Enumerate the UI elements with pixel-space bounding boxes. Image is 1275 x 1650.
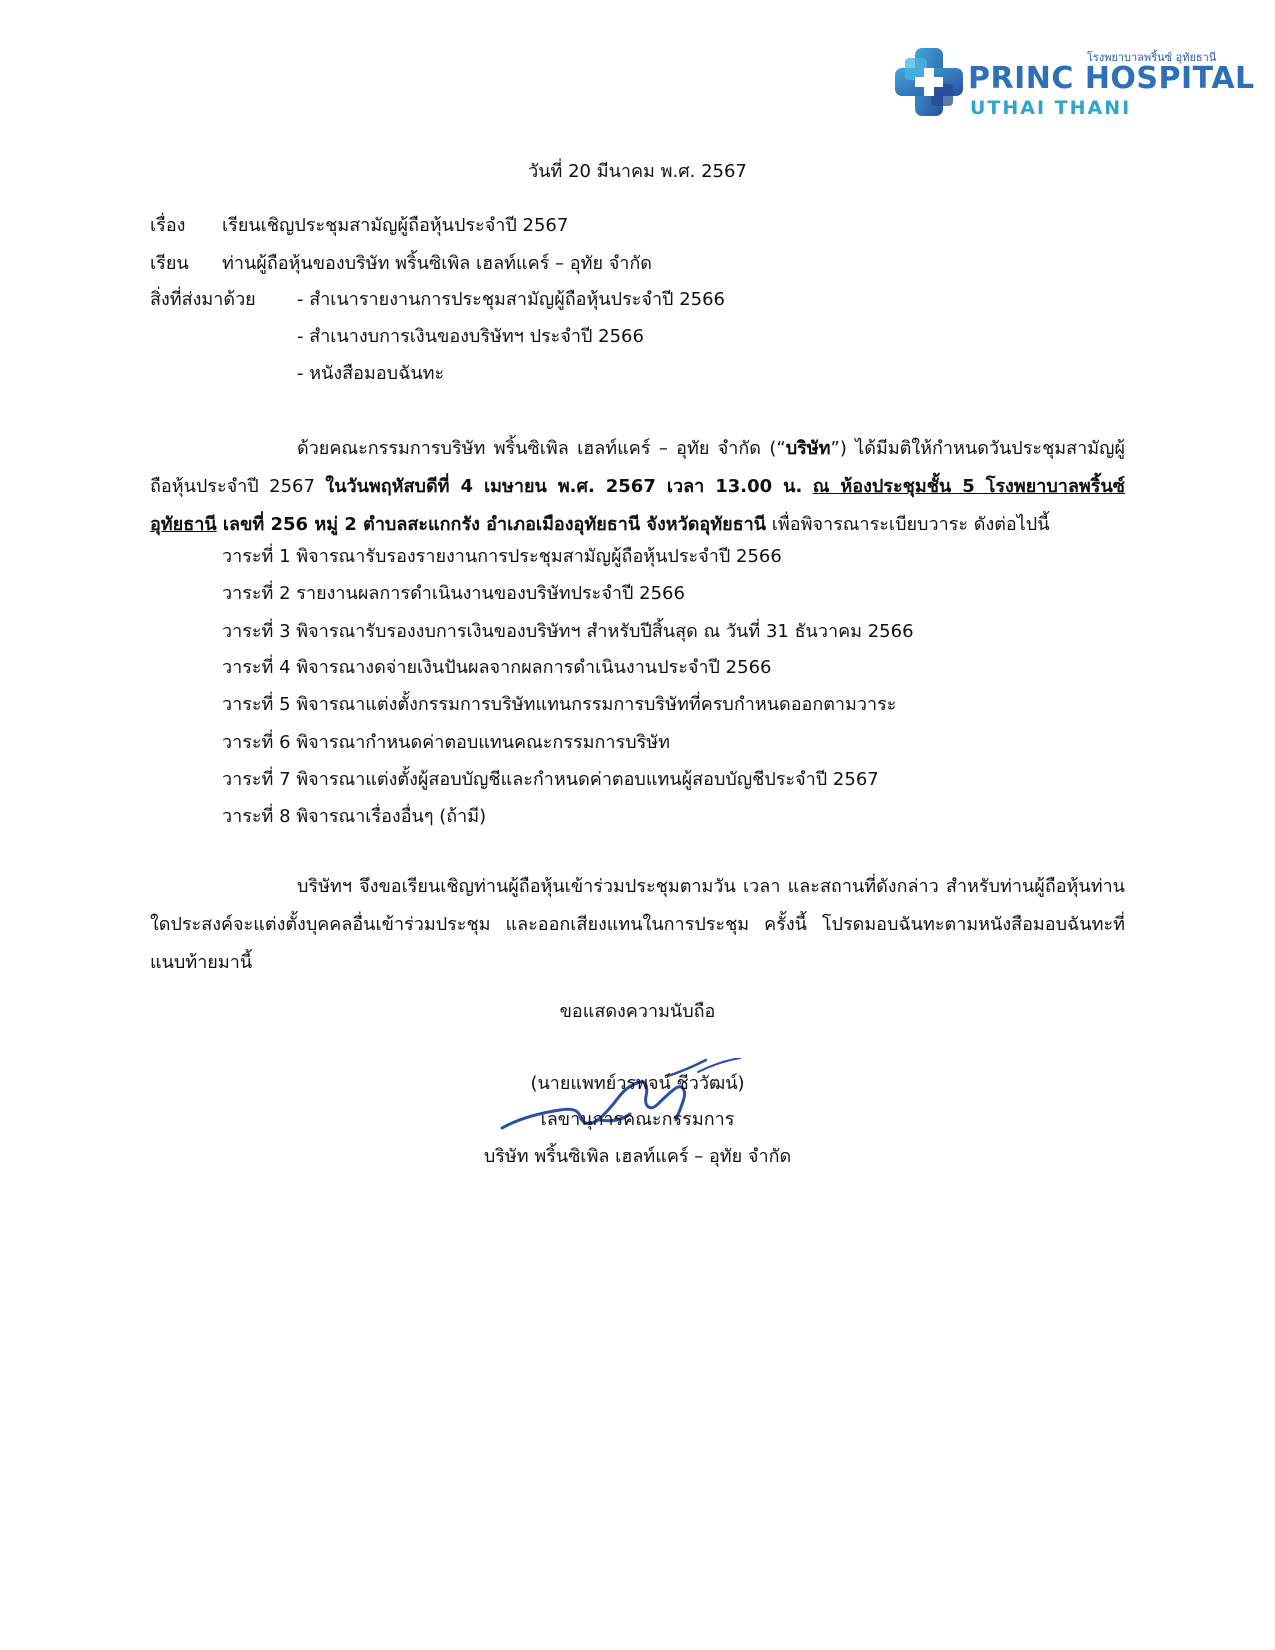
medical-cross-icon <box>893 46 965 118</box>
regards: ขอแสดงความนับถือ <box>559 1001 716 1022</box>
signatory-name: (นายแพทย์วรพจน์ ชีววัฒน์) <box>530 1073 745 1094</box>
agenda-item: วาระที่ 4 พิจารณางดจ่ายเงินปันผลจากผลการดำเนินงานประจำปี 2566 <box>222 657 772 678</box>
meeting-venue: ณ ห้องประชุมชั้น 5 โรงพยาบาลพริ้นซ์ อุทัยธานี <box>150 476 1125 535</box>
agenda-item: วาระที่ 8 พิจารณาเรื่องอื่นๆ (ถ้ามี) <box>222 806 487 827</box>
to-text: ท่านผู้ถือหุ้นของบริษัท พริ้นซิเพิล เฮลท์แคร์ – อุทัย จำกัด <box>222 253 652 274</box>
intro-text: ด้วยคณะกรรมการบริษัท พริ้นซิเพิล เฮลท์แคร์ – อุทัย จำกัด (“ <box>297 438 786 459</box>
enclosure-item: - สำเนางบการเงินของบริษัทฯ ประจำปี 2566 <box>297 326 644 347</box>
meeting-address: เลขที่ 256 หมู่ 2 ตำบลสะแกกรัง อำเภอเมืองอุทัยธานี จังหวัดอุทัยธานี <box>216 514 767 535</box>
letter-date: วันที่ 20 มีนาคม พ.ศ. 2567 <box>528 161 747 182</box>
signatory-company: บริษัท พริ้นซิเพิล เฮลท์แคร์ – อุทัย จำกัด <box>483 1146 792 1167</box>
subject-text: เรียนเชิญประชุมสามัญผู้ถือหุ้นประจำปี 2567 <box>222 215 569 236</box>
intro-paragraph <box>150 430 1125 544</box>
closing-paragraph: บริษัทฯ จึงขอเรียนเชิญท่านผู้ถือหุ้นเข้าร่วมประชุมตามวัน เวลา และสถานที่ดังกล่าว สำหรับท่านผู้ถือหุ้นท่านใดประสงค์จะแต่งตั้งบุคคลอื่นเข้าร่วมประชุม และออกเสียงแทนในการประชุม ครั้งนี้ โปรดมอบฉันทะตามหนังสือมอบฉันทะที่แนบท้ายมานี้ <box>150 876 1125 973</box>
agenda-item: วาระที่ 6 พิจารณากำหนดค่าตอบแทนคณะกรรมการบริษัท <box>222 732 671 753</box>
hospital-logo <box>893 44 1255 124</box>
to-label: เรียน <box>150 253 189 274</box>
agenda-item: วาระที่ 7 พิจารณาแต่งตั้งผู้สอบบัญชีและกำหนดค่าตอบแทนผู้สอบบัญชีประจำปี 2567 <box>222 769 879 790</box>
enclosures-label: สิ่งที่ส่งมาด้วย <box>150 289 256 310</box>
agenda-item: วาระที่ 5 พิจารณาแต่งตั้งกรรมการบริษัทแทนกรรมการบริษัทที่ครบกำหนดออกตามวาระ <box>222 694 897 715</box>
meeting-datetime: ในวันพฤหัสบดีที่ 4 เมษายน พ.ศ. 2567 เวลา 13.00 น. <box>325 476 803 497</box>
agenda-item: วาระที่ 1 พิจารณารับรองรายงานการประชุมสามัญผู้ถือหุ้นประจำปี 2566 <box>222 546 782 567</box>
logo-thai-name: โรงพยาบาลพริ้นซ์ อุทัยธานี <box>1087 51 1217 64</box>
agenda-item: วาระที่ 3 พิจารณารับรองงบการเงินของบริษัทฯ สำหรับปีสิ้นสุด ณ วันที่ 31 ธันวาคม 2566 <box>222 621 914 642</box>
company-short-name: บริษัท <box>785 438 831 459</box>
subject-label: เรื่อง <box>150 215 186 236</box>
enclosure-item: - หนังสือมอบฉันทะ <box>297 363 445 384</box>
enclosure-item: - สำเนารายงานการประชุมสามัญผู้ถือหุ้นประจำปี 2566 <box>297 289 726 310</box>
intro-text: เพื่อพิจารณาระเบียบวาระ ดังต่อไปนี้ <box>766 514 1050 535</box>
logo-city: UTHAI THANI <box>970 97 1132 119</box>
signatory-position: เลขานุการคณะกรรมการ <box>540 1109 735 1130</box>
intro-text: ”) ได้มีมติให้กำหนดวันประชุมสามัญผู้ถือหุ้นประจำปี 2567 <box>150 438 1125 497</box>
agenda-item: วาระที่ 2 รายงานผลการดำเนินงานของบริษัทประจำปี 2566 <box>222 583 685 604</box>
logo-name: PRINC HOSPITAL <box>968 61 1255 96</box>
